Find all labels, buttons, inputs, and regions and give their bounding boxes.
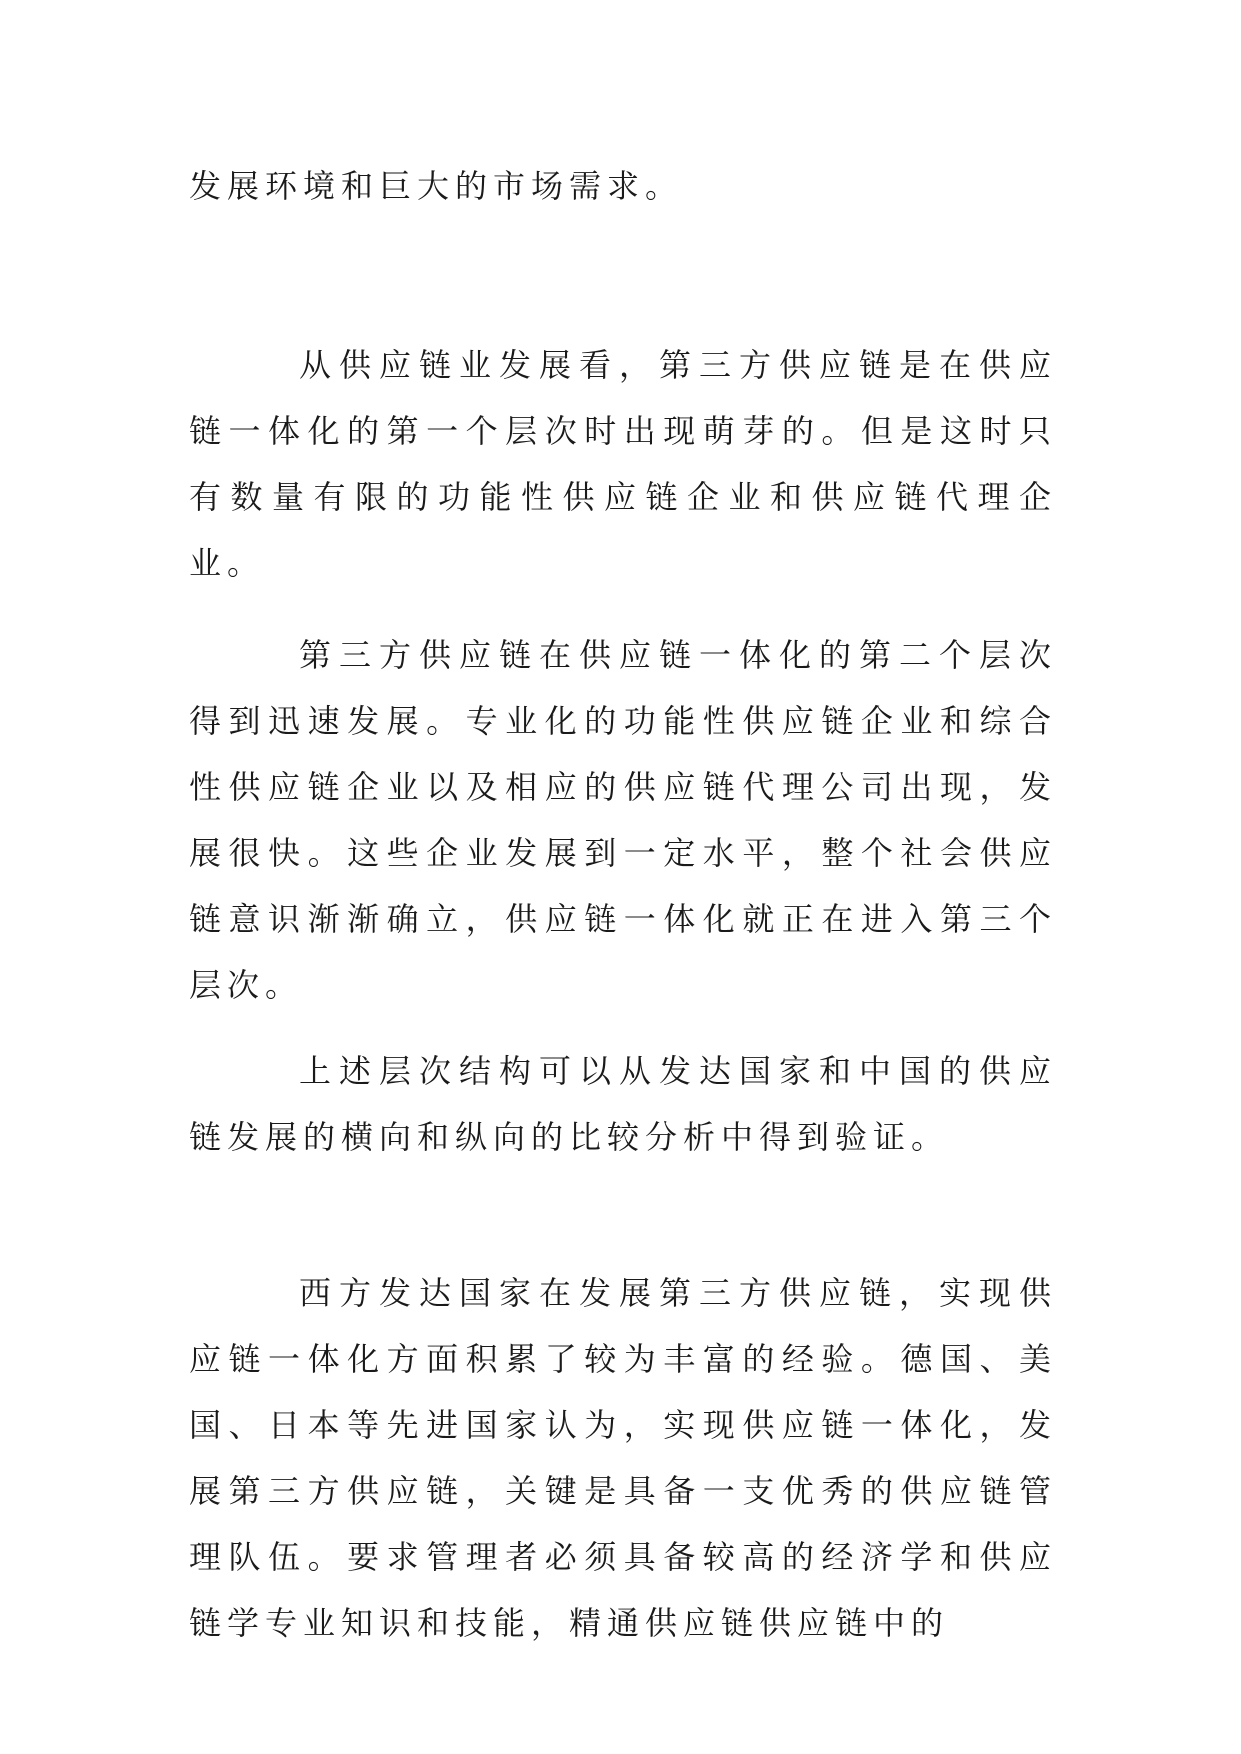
paragraph-continuation: 发展环境和巨大的市场需求。: [189, 167, 684, 205]
paragraph-verification: 上述层次结构可以从发达国家和中国的供应链发展的横向和纵向的比较分析中得到验证。: [189, 1052, 1057, 1156]
paragraph-western-experience: 西方发达国家在发展第三方供应链，实现供应链一体化方面积累了较为丰富的经验。德国、美国、日本等先进国家认为，实现供应链一体化，发展第三方供应链，关键是具备一支优秀的供应链管理队伍。要求管理者必须具备较高的经济学和供应链学专业知识和技能，精通供应链供应链中的: [189, 1274, 1057, 1642]
paragraph-rapid-development: 第三方供应链在供应链一体化的第二个层次得到迅速发展。专业化的功能性供应链企业和综合性供应链企业以及相应的供应链代理公司出现，发展很快。这些企业发展到一定水平，整个社会供应链意识渐渐确立，供应链一体化就正在进入第三个层次。: [189, 636, 1057, 1004]
paragraph-third-party-origin: 从供应链业发展看，第三方供应链是在供应链一体化的第一个层次时出现萌芽的。但是这时只有数量有限的功能性供应链企业和供应链代理企业。: [189, 346, 1057, 582]
